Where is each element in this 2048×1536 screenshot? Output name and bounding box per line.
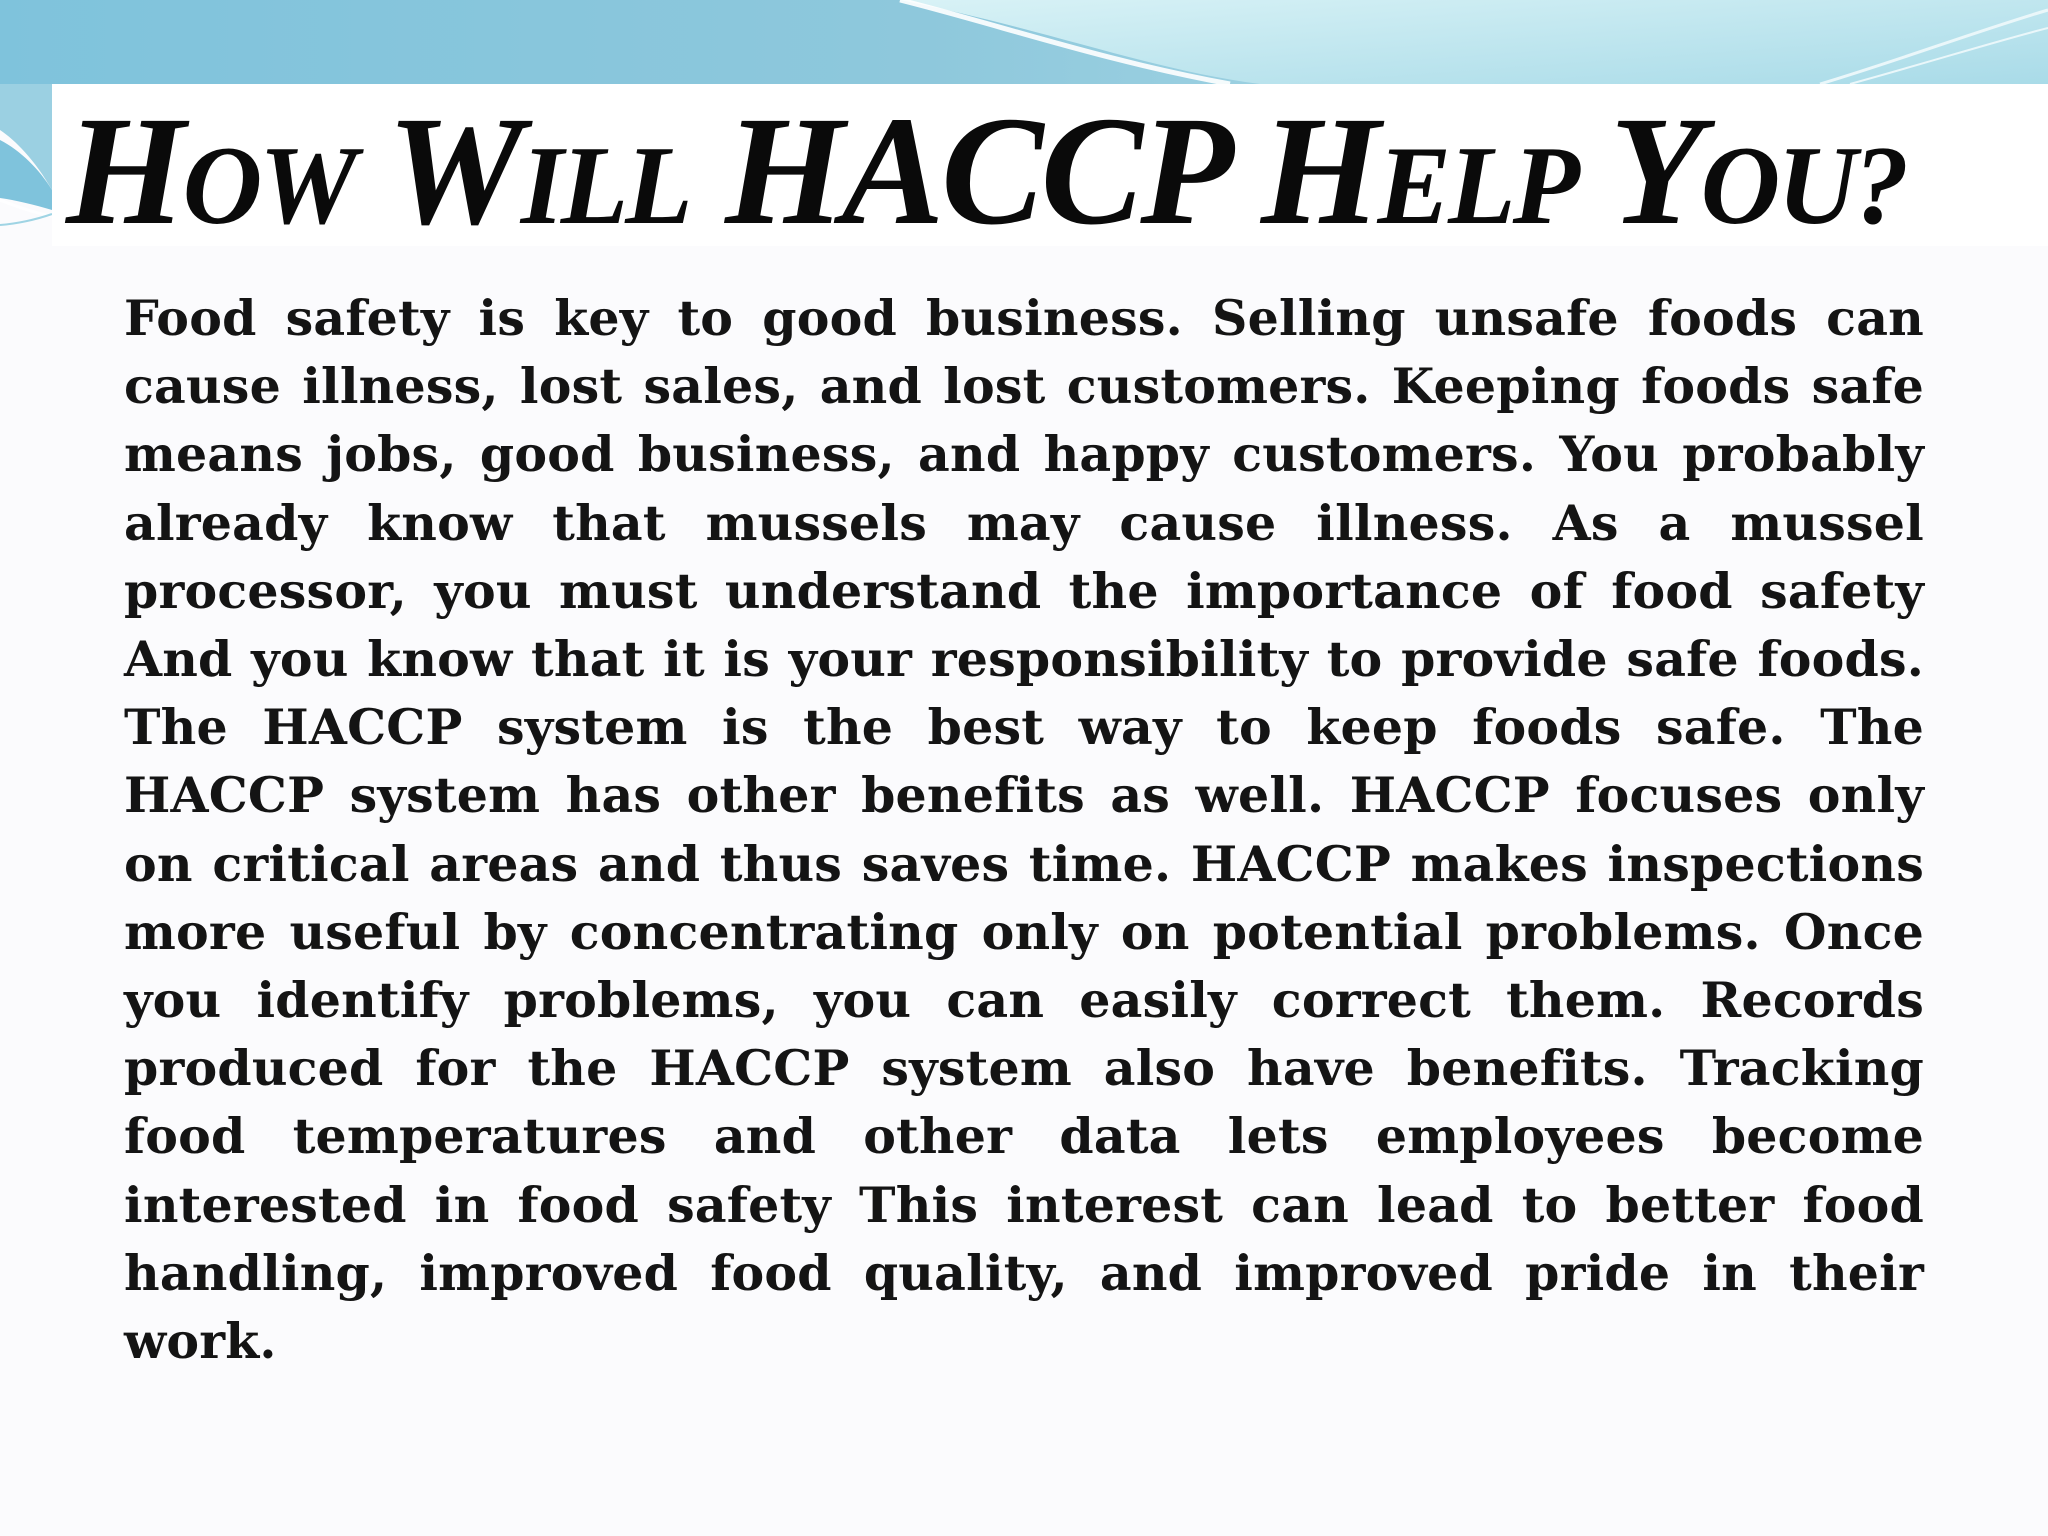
- title-word-help: HELP: [1260, 84, 1578, 257]
- slide-title: [66, 84, 2026, 257]
- title-word-you: YOU?: [1609, 84, 1907, 257]
- title-word-haccp: HACCP: [725, 84, 1226, 257]
- title-word-how: HOW: [66, 84, 355, 257]
- title-word-will: WILL: [387, 84, 690, 257]
- body-paragraph: Food safety is key to good business. Selling unsafe foods can cause illness, lost sales, and lost customers. Keeping foods safe means jobs, good business, and happy customers. You probably already know that mussels may cause illness. As a mussel processor, you must understand the importance of food safety And you know that it is your responsibility to provide safe foods. The HACCP system is the best way to keep foods safe. The HACCP system has other benefits as well. HACCP focuses only on critical areas and thus saves time. HACCP makes inspections more useful by concentrating only on potential problems. Once you identify problems, you can easily correct them. Records produced for the HACCP system also have benefits. Tracking food temperatures and other data lets employees become interested in food safety This interest can lead to better food handling, improved food quality, and improved pride in their work.: [124, 289, 1924, 1371]
